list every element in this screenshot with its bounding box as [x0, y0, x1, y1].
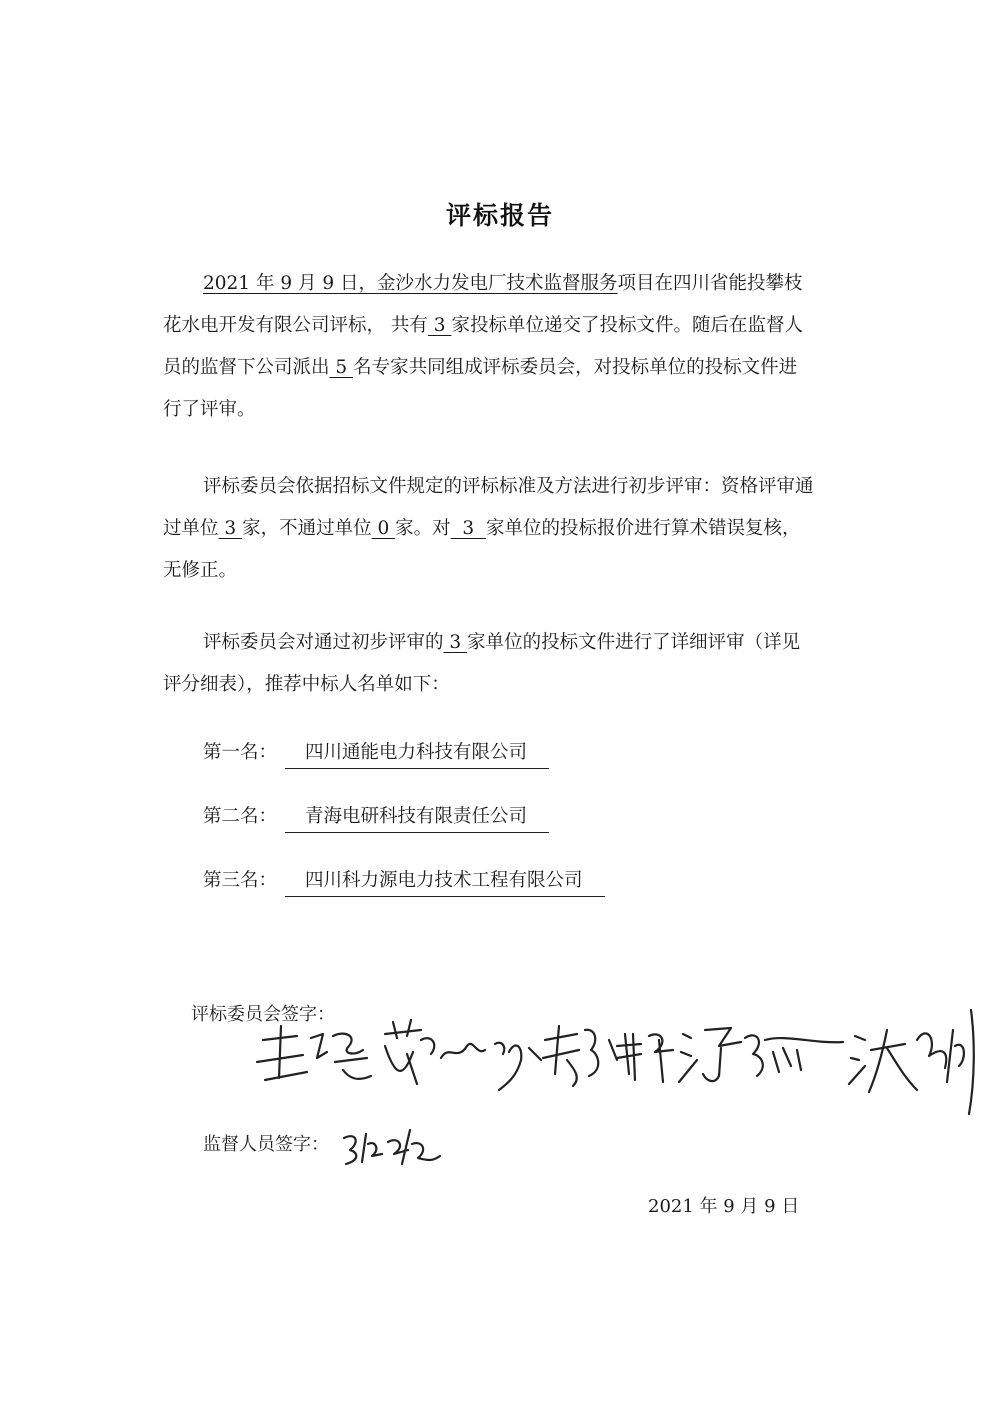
- paragraph-bid-info: 2021 年 9 月 9 日，金沙水力发电厂技术监督服务项目在四川省能投攀枝 花水电开发有限公司评标， 共有 3 家投标单位递交了投标文件。随后在监督人 员的监督下公司派出 5 名专家共同组成评标委员会，对投标单位的投标文件进 行了评审。: [163, 273, 803, 420]
- winner-name: 四川通能电力科技有限公司: [285, 740, 549, 769]
- signature-5: [849, 1010, 974, 1114]
- detailed-count: 3: [443, 632, 468, 653]
- winner-name: 四川科力源电力技术工程有限公司: [285, 868, 605, 897]
- committee-signatures: [245, 1000, 985, 1120]
- report-date: 2021 年 9 月 9 日: [648, 1196, 800, 1217]
- project-name: 金沙水力发电厂技术监督服务: [377, 273, 618, 294]
- supervisor-signature: [336, 1120, 446, 1170]
- rank-label: 第三名：: [203, 870, 278, 891]
- rank-2: [203, 802, 549, 833]
- signature-1: [257, 1026, 371, 1080]
- paragraph-detailed-review: 评标委员会对通过初步评审的 3 家单位的投标文件进行了详细评审（详见 评分细表），推荐中标人名单如下：: [163, 632, 801, 695]
- rank-1: [203, 738, 549, 769]
- committee-sign-label: 评标委员会签字：: [191, 1004, 335, 1025]
- signature-3: [543, 1026, 673, 1086]
- winner-name: 青海电研科技有限责任公司: [285, 804, 549, 833]
- signature-2: [385, 1020, 541, 1090]
- supervisor-sign-label: 监督人员签字：: [203, 1134, 329, 1155]
- expert-count: 5: [329, 357, 354, 378]
- failed-count: 0: [371, 518, 396, 539]
- paragraph-preliminary-review: 评标委员会依据招标文件规定的评标标准及方法进行初步评审：资格评审通 过单位 3 家，不通过单位 0 家。对 3 家单位的投标报价进行算术错误复核， 无修正。: [163, 476, 814, 581]
- rank-label: 第一名：: [203, 742, 278, 763]
- signature-4: [679, 1028, 843, 1082]
- passed-count: 3: [218, 518, 243, 539]
- bid-date: 2021 年 9 月 9 日，: [203, 273, 378, 294]
- rank-label: 第二名：: [203, 806, 278, 827]
- rank-3: [203, 866, 605, 897]
- document-title: 评标报告: [445, 201, 554, 230]
- bidder-count: 3: [427, 315, 452, 336]
- reviewed-count: 3: [450, 518, 486, 539]
